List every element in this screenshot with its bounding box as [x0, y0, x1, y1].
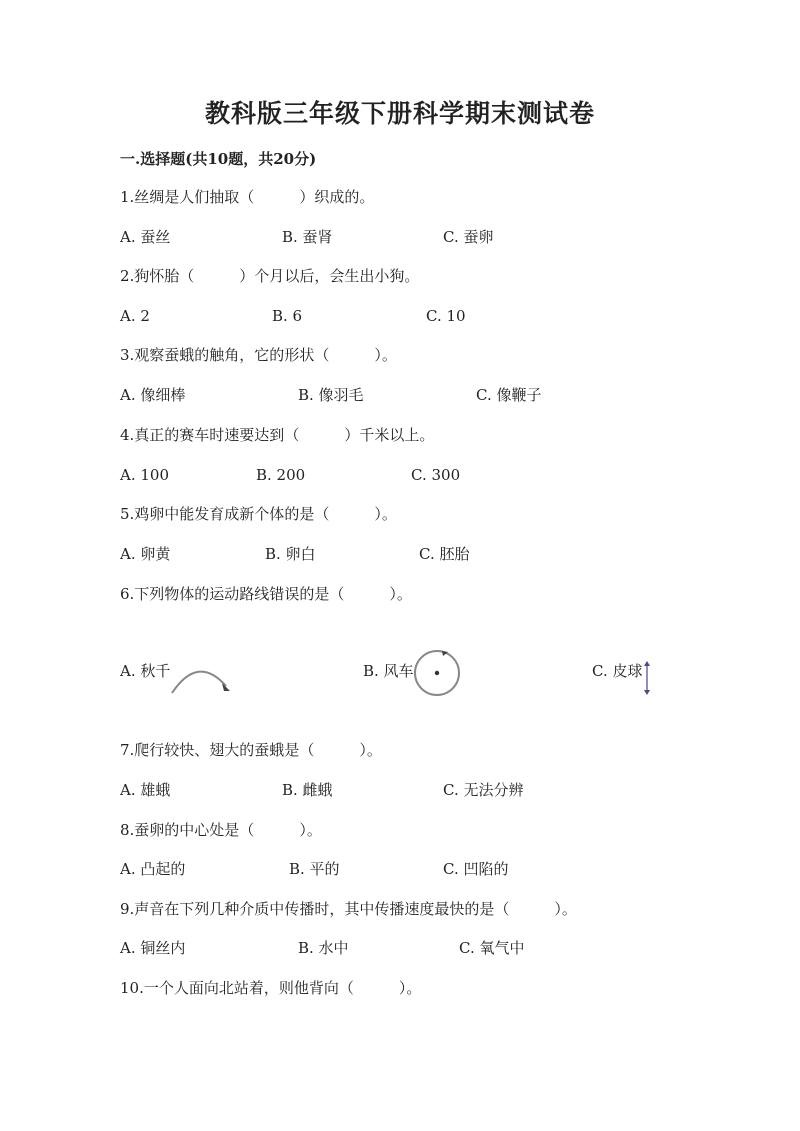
q7-option-a[interactable]: A. 雄蛾 [120, 781, 171, 799]
q7-option-b[interactable]: B. 雌蛾 [282, 781, 333, 799]
question-1: 1.丝绸是人们抽取（ ）织成的。 [120, 188, 375, 206]
question-2: 2.狗怀胎（ ）个月以后，会生出小狗。 [120, 267, 420, 285]
q8-option-b[interactable]: B. 平的 [289, 860, 340, 878]
windmill-center-dot [435, 671, 439, 675]
q8-option-a[interactable]: A. 凸起的 [120, 860, 186, 878]
section-heading: 一.选择题(共10题，共20分) [120, 150, 317, 168]
question-3: 3.观察蚕蛾的触角，它的形状（ ）。 [120, 346, 397, 364]
q5-option-c[interactable]: C. 胚胎 [419, 545, 470, 563]
q1-option-b[interactable]: B. 蚕肾 [282, 228, 333, 246]
q5-option-b[interactable]: B. 卵白 [265, 545, 316, 563]
q4-option-c[interactable]: C. 300 [411, 466, 461, 484]
swing-arrow-icon [222, 683, 230, 691]
q3-option-b[interactable]: B. 像羽毛 [298, 386, 364, 404]
ball-path-figure [641, 660, 653, 696]
q9-option-c[interactable]: C. 氧气中 [459, 939, 525, 957]
q2-option-a[interactable]: A. 2 [120, 307, 150, 325]
q1-option-c[interactable]: C. 蚕卵 [443, 228, 494, 246]
q2-option-b[interactable]: B. 6 [272, 307, 303, 325]
q9-option-b[interactable]: B. 水中 [298, 939, 349, 957]
question-7: 7.爬行较快、翅大的蚕蛾是（ ）。 [120, 741, 382, 759]
swing-path-figure [168, 664, 234, 696]
question-5: 5.鸡卵中能发育成新个体的是（ ）。 [120, 505, 397, 523]
q3-option-c[interactable]: C. 像鞭子 [476, 386, 542, 404]
q8-option-c[interactable]: C. 凹陷的 [443, 860, 509, 878]
q9-option-a[interactable]: A. 铜丝内 [120, 939, 186, 957]
question-8: 8.蚕卵的中心处是（ ）。 [120, 821, 322, 839]
q4-option-b[interactable]: B. 200 [256, 466, 306, 484]
q1-option-a[interactable]: A. 蚕丝 [120, 228, 171, 246]
q4-option-a[interactable]: A. 100 [120, 466, 169, 484]
q2-option-c[interactable]: C. 10 [426, 307, 466, 325]
question-4: 4.真正的赛车时速要达到（ ）千米以上。 [120, 426, 435, 444]
q5-option-a[interactable]: A. 卵黄 [120, 545, 171, 563]
ball-arrow-up-icon [644, 661, 650, 666]
q3-option-a[interactable]: A. 像细棒 [120, 386, 186, 404]
q6-option-a[interactable]: A. 秋千 [120, 662, 171, 680]
ball-arrow-down-icon [644, 690, 650, 695]
swing-arc [172, 672, 226, 693]
question-9: 9.声音在下列几种介质中传播时，其中传播速度最快的是（ ）。 [120, 900, 577, 918]
q6-option-b[interactable]: B. 风车 [363, 662, 414, 680]
page-title: 教科版三年级下册科学期末测试卷 [204, 99, 595, 128]
q7-option-c[interactable]: C. 无法分辨 [443, 781, 524, 799]
question-10: 10.一个人面向北站着，则他背向（ ）。 [120, 979, 422, 997]
windmill-path-figure [412, 648, 462, 698]
q6-option-c[interactable]: C. 皮球 [592, 662, 643, 680]
question-6: 6.下列物体的运动路线错误的是（ ）。 [120, 585, 412, 603]
